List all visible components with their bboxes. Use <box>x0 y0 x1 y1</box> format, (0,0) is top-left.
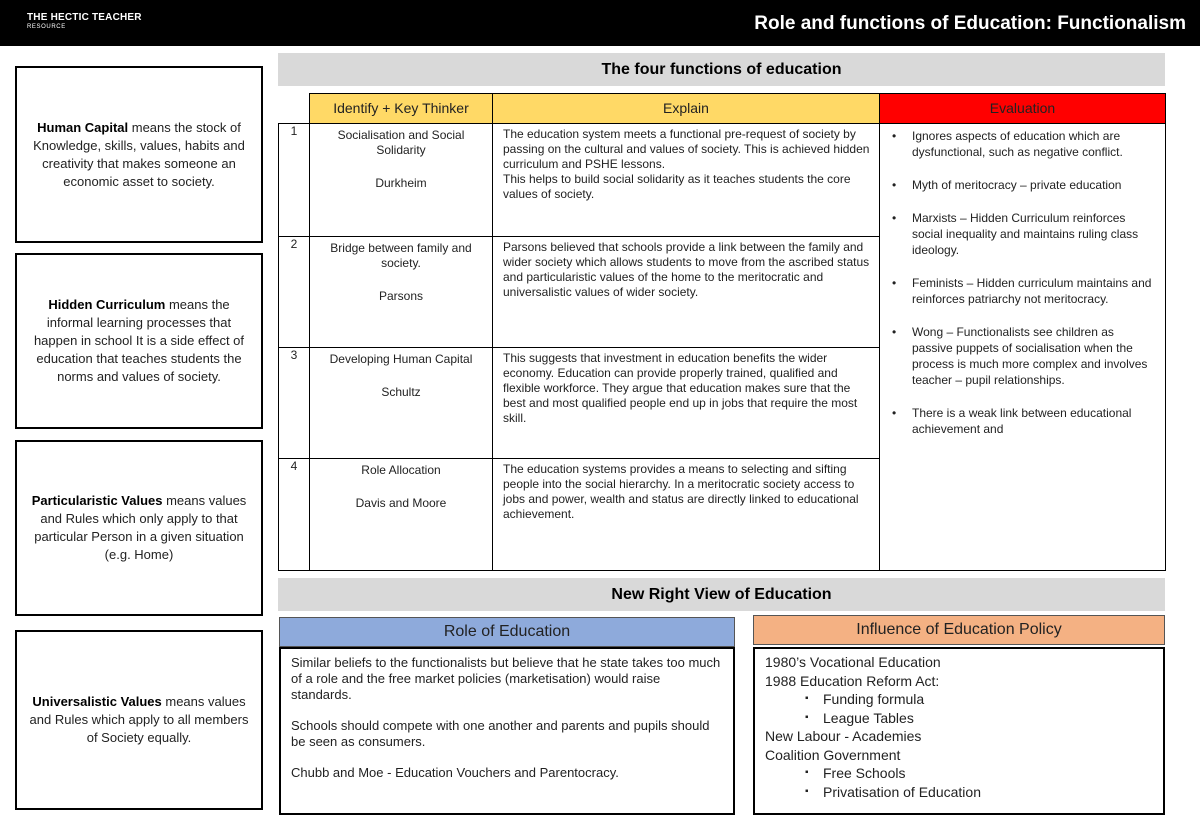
list-item: • There is a weak link between educational achievement and <box>888 405 1157 437</box>
functions-table-header-row <box>279 94 1166 124</box>
role-of-education-body <box>279 647 735 815</box>
definition-text: means the stock of Knowledge, skills, values, habits and creativity that makes someone an economic asset to society. <box>33 119 245 189</box>
definition-text: means the informal learning processes that happen in school It is a side effect of education that teaches students the norms and values of society. <box>33 297 245 384</box>
policy-line: New Labour - Academies <box>765 728 922 744</box>
role-paragraph: Chubb and Moe - Education Vouchers and Parentocracy. <box>291 765 619 780</box>
definition-human-capital <box>15 66 263 243</box>
header-explain: Explain <box>493 94 880 124</box>
function-cell <box>310 348 493 459</box>
definition-term: Particularistic Values <box>31 493 163 508</box>
role-of-education-header: Role of Education <box>279 617 735 647</box>
explain-text: The education system meets a functional pre-request of society by passing on the cultural and values of society. This is achieved hidden curriculum and PSHE lessons. This helps to build social solidarity as it teaches students the core values of society. <box>493 124 880 237</box>
definition-text: means values and Rules which apply to all members of Society equally. <box>29 694 249 745</box>
function-name: Role Allocation <box>361 463 441 477</box>
brand-logo <box>27 13 142 31</box>
header-identify: Identify + Key Thinker <box>310 94 493 124</box>
row-number: 4 <box>279 459 310 571</box>
page-title: Role and functions of Education: Functionalism <box>754 13 1186 34</box>
explain-text: Parsons believed that schools provide a link between the family and wider society which allows students to move from the ascribed status and particularistic values of the home to the meritocratic and universalistic values of wider society. <box>493 237 880 348</box>
functions-section-title: The four functions of education <box>278 53 1165 86</box>
policy-sub-item: ▪ Funding formula <box>765 690 1153 709</box>
evaluation-cell <box>880 124 1166 571</box>
explain-text: The education systems provides a means to selecting and sifting people into the social hierarchy. In a meritocratic society access to jobs and power, wealth and status are directly linked to educational achievement. <box>493 459 880 571</box>
policy-sub-item: ▪ League Tables <box>765 709 1153 728</box>
policy-line: Coalition Government <box>765 746 901 763</box>
evaluation-list <box>888 128 1157 437</box>
definition-term: Hidden Curriculum <box>48 297 166 312</box>
education-policy-body <box>753 647 1165 815</box>
key-thinker: Durkheim <box>375 176 427 190</box>
header-blank-cell <box>279 94 310 124</box>
list-item: • Myth of meritocracy – private education <box>888 177 1157 193</box>
definition-term: Universalistic Values <box>32 694 162 709</box>
key-thinker: Schultz <box>381 385 421 399</box>
list-item: • Wong – Functionalists see children as passive puppets of socialisation when the process is much more complex and involves teacher – pupil relationships. <box>888 324 1157 388</box>
function-cell <box>310 459 493 571</box>
function-cell <box>310 124 493 237</box>
definition-text: means values and Rules which only apply to that particular Person in a given situation (e.g. Home) <box>34 493 247 562</box>
list-item: • Ignores aspects of education which are dysfunctional, such as negative conflict. <box>888 128 1157 160</box>
function-cell <box>310 237 493 348</box>
functions-table <box>278 93 1166 571</box>
policy-sub-item: ▪ Free Schools <box>765 764 1153 783</box>
key-thinker: Davis and Moore <box>355 496 447 510</box>
policy-line: 1988 Education Reform Act: <box>765 672 940 689</box>
education-policy-header: Influence of Education Policy <box>753 615 1165 645</box>
list-item: • Marxists – Hidden Curriculum reinforces social inequality and maintains ruling class ideology. <box>888 210 1157 258</box>
definition-hidden-curriculum <box>15 253 263 429</box>
header-evaluation: Evaluation <box>880 94 1166 124</box>
row-number: 2 <box>279 237 310 348</box>
brand-name: THE HECTIC TEACHER <box>27 12 142 23</box>
function-name: Developing Human Capital <box>329 352 473 366</box>
brand-subtitle: RESOURCE <box>27 24 66 30</box>
definition-term: Human Capital <box>37 119 129 135</box>
explain-text: This suggests that investment in education benefits the wider economy. Education can provide properly trained, qualified and flexible workforce. They argue that education makes sure that the best and most qualified people end up in jobs that require the most skill. <box>493 348 880 459</box>
list-item: • Feminists – Hidden curriculum maintains and reinforces patriarchy not meritocracy. <box>888 275 1157 307</box>
function-name: Bridge between family and society. <box>330 241 472 270</box>
function-name: Socialisation and Social Solidarity <box>337 128 465 157</box>
role-paragraph: Similar beliefs to the functionalists but believe that he state takes too much of a role and the free market policies (marketisation) would raise standards. <box>291 655 721 702</box>
role-paragraph: Schools should compete with one another and parents and pupils should be seen as consumers. <box>291 718 710 749</box>
definition-particularistic-values <box>15 440 263 616</box>
table-row <box>279 124 1166 237</box>
new-right-section-title: New Right View of Education <box>278 578 1165 611</box>
header-bar <box>0 0 1200 46</box>
policy-line: 1980’s Vocational Education <box>765 654 941 670</box>
key-thinker: Parsons <box>378 289 424 303</box>
row-number: 1 <box>279 124 310 237</box>
row-number: 3 <box>279 348 310 459</box>
definition-universalistic-values <box>15 630 263 810</box>
policy-sub-item: ▪ Privatisation of Education <box>765 783 1153 802</box>
